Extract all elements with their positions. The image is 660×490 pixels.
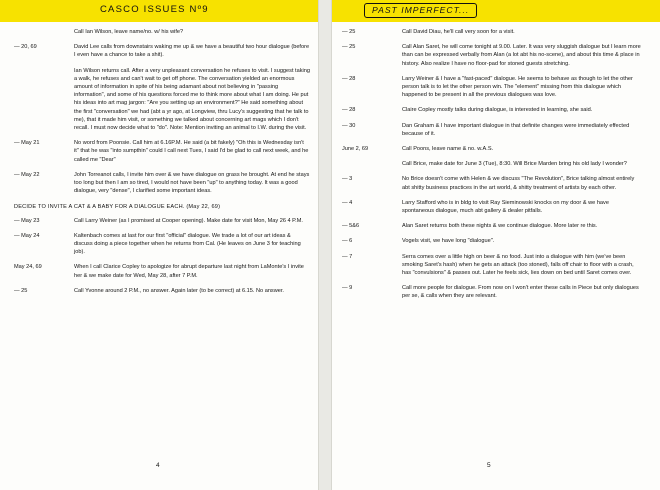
entry-date: — 28	[342, 75, 356, 82]
publication-title: CASCO ISSUES Nº9	[100, 4, 209, 15]
entry-date: — 9	[342, 285, 353, 292]
left-column	[14, 28, 310, 302]
entry-text: Alan Saret returns both these nights & we continue dialogue. More later re this.	[402, 223, 598, 230]
entry-text: Call Yvonne around 2 P.M., no answer. Again later (to be correct) at 6.15. No answer.	[74, 287, 284, 294]
entry-text: Call more people for dialogue. From now on I won't enter these calls in Piece but only dialogues per se, & calls when they are relevant.	[402, 285, 639, 300]
journal-entry	[14, 28, 310, 36]
entry-text: Claire Copley mostly talks during dialogue, is interested in learning, she said.	[402, 107, 593, 114]
entry-date: — 7	[342, 253, 353, 260]
entry-date: — 25	[342, 44, 356, 51]
journal-entry	[342, 122, 642, 138]
entry-date: — May 22	[14, 171, 40, 178]
journal-entry	[342, 237, 642, 245]
journal-entry	[342, 199, 642, 215]
journal-entry	[342, 175, 642, 191]
entry-text: When I call Clarice Copley to apologize for abrupt departure last night from LaMonte's I invite her & we make date for Wed, May 28, after 7 P.M.	[74, 264, 304, 279]
entry-date: — May 24	[14, 232, 40, 239]
entry-text: Call David Diau, he'll call very soon for a visit.	[402, 29, 515, 35]
entry-date: — 28	[342, 107, 356, 114]
entry-text: Larry Stafford who is in bldg to visit Ray Sieminowski knocks on my door & we have spontaneous dialogue, much abt gallery & dealer pitfalls.	[402, 199, 609, 215]
entry-date: June 2, 69	[342, 146, 369, 153]
entry-date: — 30	[342, 122, 356, 129]
journal-entry	[342, 75, 642, 100]
right-entry-list	[342, 28, 642, 301]
entry-text: Ian Wilson returns call. After a very unpleasant conversation he refuses to visit. I suggest taking a walk, he refuses and can't wait to get off phone. The conversation yielded an enormous amount of information in spite of his being adamant about not believing in "passing information", and some of his questions forced me to think more about what I am doing. He put his ideas into art mag jargon: "Are you setting up an environment?" He said something about the first "conversation" we had (abt a yr ago, at Longview, thru Lucy's suggesting that he talk to me), that it made him visit, or something we talked about concerning art mags which I don't recall. I must now decide what to "do". Note: Mention inviting an animal to I.W. during the visit.	[74, 67, 310, 132]
entry-date: — 25	[14, 287, 28, 294]
entry-date: — May 23	[14, 217, 40, 224]
entry-date	[342, 160, 402, 168]
journal-entry	[342, 28, 642, 36]
journal-entry	[14, 217, 310, 225]
entry-text: No Brice doesn't come with Helen & we discuss "The Revolution", Brice talking almost entirely abt shitty business practices in the art world, & shitty treatment of artists by each other.	[402, 176, 635, 191]
book-spine-gutter	[318, 0, 332, 490]
journal-entry	[14, 139, 310, 164]
entry-text: Kaltenbach comes at last for our first "official" dialogue. We trade a lot of our art ideas & discuss doing a piece together when he returns from Cal. (He leaves on June 3 for teaching job).	[74, 232, 301, 256]
journal-entry	[342, 284, 642, 300]
entry-text: Vogels visit, we have long "dialogue".	[402, 238, 495, 245]
entry-text: David Lee calls from downstairs waking me up & we have a beautiful two hour dialogue (before I even have a chance to take a shit).	[74, 44, 310, 59]
entry-text: Dan Graham & I have important dialogue in that definite changes were immediately effected because of it.	[402, 122, 630, 137]
entry-text: Call Larry Weiner (as I promised at Cooper opening). Make date for visit Mon, May 26 4 P.M.	[74, 217, 303, 224]
journal-entry	[14, 287, 310, 295]
entry-date: — 4	[342, 199, 353, 206]
entry-date: — May 21	[14, 140, 40, 147]
right-column	[342, 28, 642, 308]
section-badge: PAST IMPERFECT...	[364, 3, 477, 18]
entry-date: — 20, 69	[14, 44, 37, 51]
entry-date: — 6	[342, 238, 353, 245]
journal-entry	[342, 43, 642, 68]
journal-entry	[14, 263, 310, 279]
journal-entry	[14, 43, 310, 59]
journal-entry	[342, 253, 642, 278]
entry-date	[14, 67, 74, 133]
entry-text: No word from Poonsie. Call him at 6.16P.M. He said (a bit fakely) "Oh this is Wednesday isn't it" that he was "into sumpthin" could I call next Tues, I said I'd be glad to call next week, and he called me "Dear"	[74, 140, 309, 163]
entry-date	[14, 28, 74, 36]
entry-text: Larry Weiner & I have a "fast-paced" dialogue. He seems to behave as though to let the other person talk is to let the other person win. The "element" missing from this dialogue which happened to be present in all the previous dialogues was love.	[402, 75, 633, 99]
entry-date: May 24, 69	[14, 264, 42, 271]
entry-text: Call Ian Wilson, leave name/no. w/ his wife?	[74, 29, 184, 35]
entry-text: Call Poons, leave name & no. w.A.S.	[402, 146, 494, 153]
entry-text: Serra comes over a little high on beer & no food. Just into a dialogue with him (we've been smoking Saret's hash) when he gets an attack (too stoned), falls off chair to floor with a crash, has "convulsions" & passes out. Later he feels sick, lies down on bed until Saret comes over.	[402, 253, 634, 277]
journal-entry	[14, 171, 310, 196]
entry-date: — 5&6	[342, 223, 360, 230]
entry-date: — 3	[342, 176, 353, 183]
entry-text: Call Alan Saret, he will come tonight at 9.00. Later. It was very sluggish dialogue but I learn more than can be expressed verbally from Alan (a lot abt his no-scene), and about this time & place in history. Also realize I have no floor-pad for stoned guests stretching.	[402, 44, 641, 67]
page-number-right: 5	[487, 462, 491, 469]
journal-entry	[14, 67, 310, 133]
section-note: DECIDE TO INVITE A CAT & A BABY FOR A DIALOGUE EACH. (May 22, 69)	[14, 204, 221, 211]
journal-entry	[342, 222, 642, 230]
page-number-left: 4	[156, 462, 160, 469]
entry-text: John Torreanot calls, I invite him over & we have dialogue on grass he brought. At end he stays too long but then I am so tired, I would not have been "up" to anything today. It was a good dialogue, very "dense", I clarified some important ideas.	[74, 171, 310, 195]
entry-date: — 25	[342, 29, 356, 35]
entry-text: Call Brice, make date for June 3 (Tue), 8:30. Will Brice Marden bring his old lady I wonder?	[402, 161, 627, 168]
left-entry-list	[14, 28, 310, 295]
journal-entry	[342, 106, 642, 114]
journal-entry	[342, 160, 642, 168]
journal-entry	[14, 232, 310, 257]
journal-entry	[342, 145, 642, 153]
